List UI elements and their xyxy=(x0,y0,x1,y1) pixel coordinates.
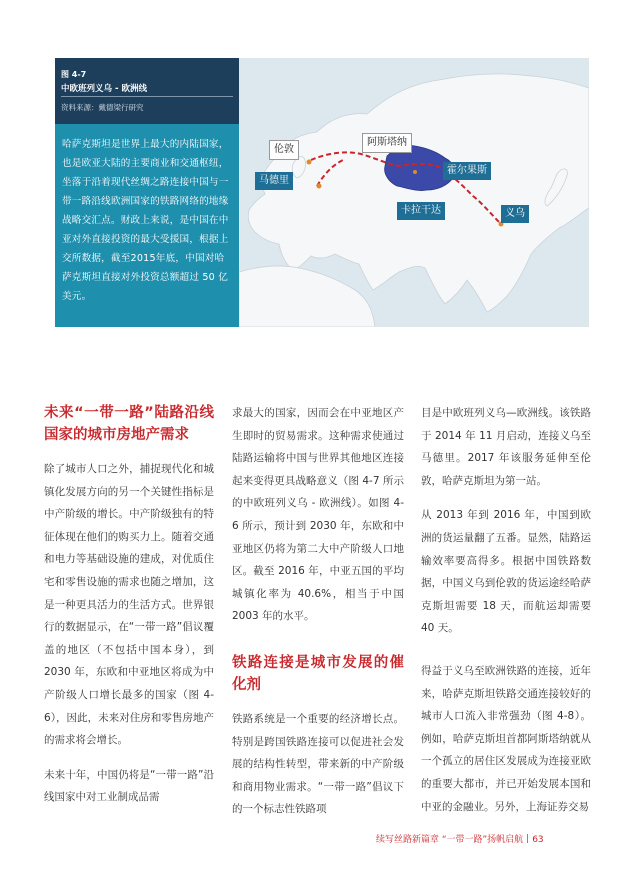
map-graphic xyxy=(239,58,589,327)
london-dot xyxy=(307,160,312,165)
page-number: 63 xyxy=(532,835,544,845)
column-2 xyxy=(232,402,404,833)
paragraph: 除了城市人口之外，捕捉现代化和城镇化发展方向的另一个关键性指标是中产阶级的增长。中产阶级独有的特征体现在他们的购买力上。随着交通和电力等基础设施的建成，对优质住宅和零售设施的需求也随之增加，这是一种更具活力的生活方式。世界银行的数据显示，在“一带一路”倡议覆盖的地区（不包括中国本身），到 2030 年，东欧和中亚地区将成为中产阶级人口增长最多的国家（图 4-6），因此，未来对住房和零售房地产的需求将会增长。 xyxy=(44,463,214,747)
section-heading-rail-catalyst: 铁路连接是城市发展的催化剂 xyxy=(232,654,404,693)
paragraph: 得益于义乌至欧洲铁路的连接，近年来，哈萨克斯坦铁路交通连接较好的城市人口流入非常强劲（图 4-8）。例如，哈萨克斯坦首都阿斯塔纳就从一个孤立的居住区发展成为连接亚欧的重要大都市，并已开始发展本国和中亚的金融业。另外，上海证券交易 xyxy=(421,664,591,813)
paragraph: 从 2013 年到 2016 年，中国到欧洲的货运量翻了五番。显然，陆路运输效率要高得多。根据中国铁路数据，中国义乌到伦敦的货运途经哈萨克斯坦需要 18 天，而航运却需要 40 天。 xyxy=(421,509,591,635)
map-label-astana: 阿斯塔纳 xyxy=(362,133,412,153)
footer-title: 续写丝路新篇章 “一带一路”扬帆启航 xyxy=(376,835,524,845)
figure-divider xyxy=(61,96,233,97)
rail-route-map xyxy=(239,58,589,327)
page-footer xyxy=(376,832,544,845)
figure-title: 中欧班列义乌 - 欧洲线 xyxy=(61,84,147,94)
map-label-khorgos: 霍尔果斯 xyxy=(443,162,491,180)
column-3 xyxy=(421,402,591,830)
paragraph: 目是中欧班列义乌—欧洲线。该铁路于 2014 年 11 月启动，连接义乌至马德里。2017 年该服务延伸至伦敦，哈萨克斯坦为第一站。 xyxy=(421,407,591,487)
figure-caption-box xyxy=(55,124,239,327)
paragraph: 求最大的国家，因而会在中亚地区产生即时的贸易需求。这种需求使通过陆路运输将中国与世界其他地区连接起来变得更具战略意义（图 4-7 所示的中欧班列义乌 - 欧洲线）。如图 4-6 所示，预计到 2030 年，东欧和中亚地区仍将为第二大中产阶级人口地区。截至 2016 年，中亚五国的平均城镇化率为 40.6%，相当于中国 2003 年的水平。 xyxy=(232,407,404,623)
map-label-yiwu: 义乌 xyxy=(501,205,529,223)
map-label-madrid: 马德里 xyxy=(255,172,293,190)
paragraph: 铁路系统是一个重要的经济增长点。特别是跨国铁路连接可以促进社会发展的结构性转型，带来新的中产阶级和商用物业需求。“一带一路”倡议下的一个标志性铁路项 xyxy=(232,712,404,816)
karaganda-dot xyxy=(413,170,417,174)
map-label-london: 伦敦 xyxy=(269,140,299,160)
column-1 xyxy=(44,402,214,821)
map-label-karaganda: 卡拉干达 xyxy=(397,202,445,220)
footer-divider xyxy=(527,834,528,843)
paragraph: 未来十年，中国仍将是“一带一路”沿线国家中对工业制成品需 xyxy=(44,768,214,804)
figure-source: 资料来源：戴德梁行研究 xyxy=(61,103,144,112)
figure-caption: 哈萨克斯坦是世界上最大的内陆国家，也是欧亚大陆的主要商业和交通枢纽，坐落于沿着现代丝绸之路连接中国与一带一路沿线欧洲国家的铁路网络的地缘战略交汇点。财政上来说，是中国在中亚对外直接投资的最大受援国，根据上交所数据，截至2015年底，中国对哈萨克斯坦直接对外投资总额超过 50 亿美元。 xyxy=(62,139,229,302)
madrid-dot xyxy=(317,184,322,189)
section-heading-urban-demand: 未来“一带一路”陆路沿线国家的城市房地产需求 xyxy=(44,405,214,443)
figure-header xyxy=(55,58,239,124)
figure-number: 图 4-7 xyxy=(61,70,87,79)
